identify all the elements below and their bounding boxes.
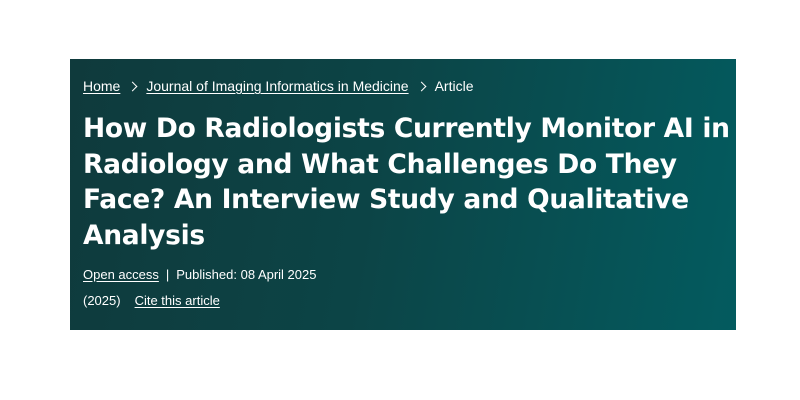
chevron-right-icon xyxy=(416,81,426,91)
meta-separator: | xyxy=(165,267,170,282)
article-header xyxy=(70,59,736,330)
article-meta xyxy=(83,266,316,284)
article-title: How Do Radiologists Currently Monitor AI in Radiology and What Challenges Do They Face? An Interview Study and Qualitative Analysis xyxy=(83,113,730,251)
published-date: Published: 08 April 2025 xyxy=(176,267,317,282)
breadcrumb-home-link[interactable]: Home xyxy=(83,78,121,94)
article-citation-row xyxy=(83,292,220,310)
breadcrumb xyxy=(83,77,474,95)
chevron-right-icon xyxy=(128,81,138,91)
open-access-link[interactable]: Open access xyxy=(83,267,159,282)
article-year: (2025) xyxy=(83,293,121,308)
cite-article-link[interactable]: Cite this article xyxy=(134,293,220,308)
breadcrumb-journal-link[interactable]: Journal of Imaging Informatics in Medicine xyxy=(146,78,409,94)
breadcrumb-current: Article xyxy=(434,78,474,94)
